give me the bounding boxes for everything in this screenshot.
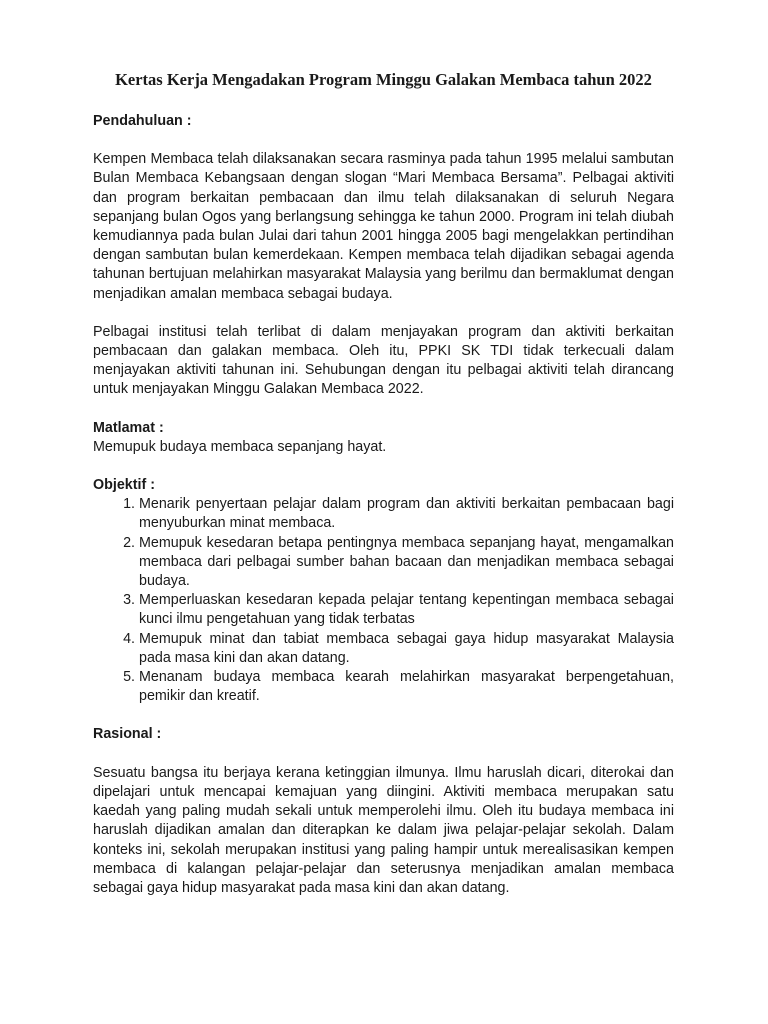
- objektif-item-1: 1. Menarik penyertaan pelajar dalam program dan aktiviti berkaitan pembacaan bagi menyuburkan minat membaca.: [139, 495, 674, 533]
- pendahuluan-paragraph-2: Pelbagai institusi telah terlibat di dalam menjayakan program dan aktiviti berkaitan pembacaan dan galakan membaca. Oleh itu, PPKI SK TDI tidak terkecuali dalam menjayakan aktiviti tahunan ini. Sehubungan dengan itu pelbagai aktiviti telah dirancang untuk menjayakan Minggu Galakan Membaca 2022.: [93, 323, 674, 398]
- document-title: Kertas Kerja Mengadakan Program Minggu Galakan Membaca tahun 2022: [115, 70, 652, 89]
- rasional-text: Sesuatu bangsa itu berjaya kerana ketinggian ilmunya. Ilmu haruslah dicari, diterokai dan dipelajari untuk mencapai kemajuan yang diingini. Aktiviti membaca merupakan satu kaedah yang paling mudah sekali untuk memperolehi ilmu. Oleh itu budaya membaca ini haruslah dijadikan amalan dan diterapkan ke dalam jiwa pelajar-pelajar sekolah. Dalam konteks ini, sekolah merupakan institusi yang paling hampir untuk merealisasikan kempen membaca di kalangan pelajar-pelajar dan seterusnya menjadikan amalan membaca sebagai gaya hidup masyarakat pada masa kini dan akan datang.: [93, 764, 674, 896]
- objektif-item-4: 4. Memupuk minat dan tabiat membaca sebagai gaya hidup masyarakat Malaysia pada masa kini dan akan datang.: [139, 630, 674, 668]
- section-objektif: [93, 476, 674, 706]
- section-heading-rasional: Rasional :: [93, 726, 162, 743]
- objektif-list: [93, 495, 674, 706]
- section-heading-pendahuluan: Pendahuluan :: [93, 113, 192, 129]
- section-heading-matlamat: Matlamat :: [93, 419, 164, 436]
- document-page: [93, 68, 674, 898]
- section-pendahuluan: [93, 112, 674, 400]
- matlamat-text: Memupuk budaya membaca sepanjang hayat.: [93, 438, 387, 455]
- section-heading-objektif: Objektif :: [93, 477, 155, 494]
- section-rasional: [93, 725, 674, 898]
- objektif-item-2: 2. Memupuk kesedaran betapa pentingnya membaca sepanjang hayat, mengamalkan membaca dari pelbagai sumber bahan bacaan dan menjadikan membaca sebagai budaya.: [139, 534, 674, 592]
- objektif-item-3: 3. Memperluaskan kesedaran kepada pelajar tentang kepentingan membaca sebagai kunci ilmu pengetahuan yang tidak terbatas: [139, 591, 674, 629]
- objektif-item-5: 5. Menanam budaya membaca kearah melahirkan masyarakat berpengetahuan, pemikir dan kreatif.: [139, 668, 674, 706]
- section-matlamat: [93, 419, 674, 457]
- pendahuluan-paragraph-1: Kempen Membaca telah dilaksanakan secara rasminya pada tahun 1995 melalui sambutan Bulan Membaca Kebangsaan dengan slogan “Mari Membaca Bersama”. Pelbagai aktiviti dan program berkaitan pembacaan dan ilmu telah dilaksanakan di seluruh Negara sepanjang bulan Ogos yang berlangsung sehingga ke tahun 2000. Program ini telah diubah kemudiannya pada bulan Julai dari tahun 2001 hingga 2005 bagi mengelakkan pertindihan dengan sambutan bulan kemerdekaan. Kempen membaca telah dijadikan sebagai agenda tahunan bertujuan melahirkan masyarakat Malaysia yang berilmu dan bermaklumat dengan menjadikan amalan membaca sebagai budaya.: [93, 151, 674, 302]
